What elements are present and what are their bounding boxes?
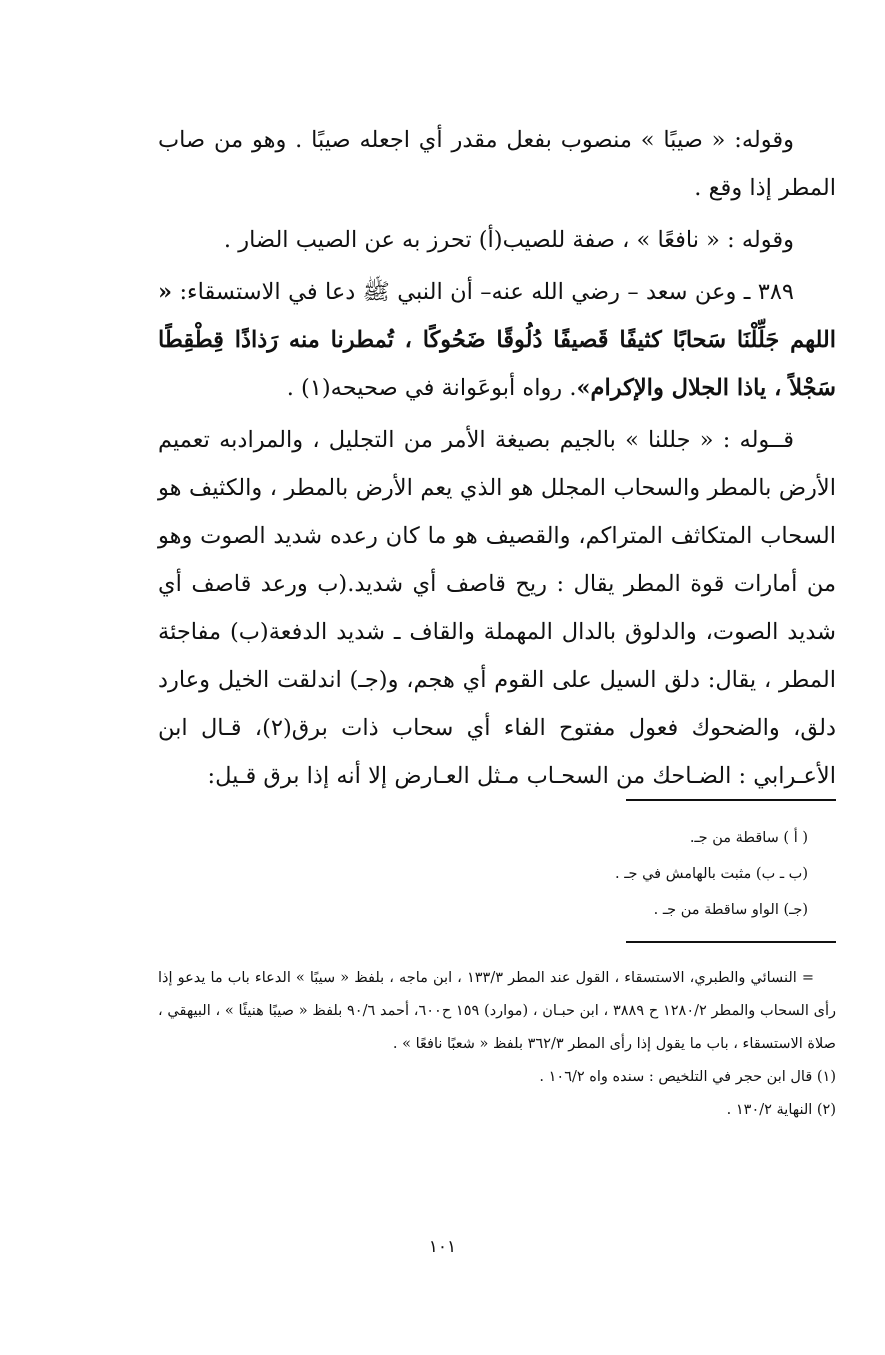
footnotes-divider (626, 941, 836, 943)
footnotes (158, 962, 836, 1127)
hadith-389 (158, 268, 836, 412)
paragraph-sayib: وقوله: « صيبًا » منصوب بفعل مقدر أي اجعله صيبًا . وهو من صاب المطر إذا وقع . (158, 127, 836, 201)
hadith-dua: « اللهم جَلِّلْنَا سَحابًا كثيفًا قَصيفًا دُلُوقًا ضَحُوكًا ، تُمطرنا منه رَذاذًا قِطْقِطًا سَجْلاً ، ياذا الجلال والإكرام» (158, 279, 836, 401)
footnote-1: (١) قال ابن حجر في التلخيص : سنده واه ١٠٦/٢ . (539, 1069, 836, 1085)
hadith-intro: ٣٨٩ ـ وعن سعد – رضي الله عنه– أن النبي ﷺ دعا في الاستسقاء: (179, 279, 794, 305)
variants-divider (626, 799, 836, 801)
footnote-2: (٢) النهاية ١٣٠/٢ . (726, 1102, 836, 1118)
variant-b: (ب ـ ب) مثبت بالهامش في جـ . (615, 866, 808, 882)
page-number: ١٠١ (428, 1237, 457, 1257)
hadith-source: . رواه أبوعَوانة في صحيحه(١) . (286, 375, 577, 401)
variant-c: (جـ) الواو ساقطة من جـ . (653, 902, 808, 918)
footnote-continuation: = النسائي والطبري، الاستسقاء ، القول عند المطر ١٣٣/٣ ، ابن ماجه ، بلفظ « سيبًا » الدعاء باب ما يدعو إذا رأى السحاب والمطر ١٢٨٠/٢ ح ٣٨٨٩ ، ابن حبـان ، (موارد) ١٥٩ ح٦٠٠، أحمد ٩٠/٦ بلفظ « صيبًا هنيئًا » ، البيهقي ، صلاة الاستسقاء ، باب ما يقول إذا رأى المطر ٣٦٢/٣ بلفظ « شعبًا نافعًا » . (158, 970, 836, 1052)
paragraph-commentary: قــوله : « جللنا » بالجيم بصيغة الأمر من التجليل ، والمرادبه تعميم الأرض بالمطر والسحاب المجلل هو الذي يعم الأرض بالمطر ، والكثيف هو السحاب المتكاثف المتراكم، والقصيف هو ما كان رعده شديد الصوت وهو من أمارات قوة المطر يقال : ريح قاصف أي شديد.(ب ورعد قاصف أي شديد الصوت، والدلوق بالدال المهملة والقاف ـ شديد الدفعة(ب) مفاجئة المطر ، يقال: دلق السيل على القوم أي هجم، و(جـ) اندلقت الخيل وعارد دلق، والضحوك فعول مفتوح الفاء أي سحاب ذات برق(٢)، قـال ابن الأعـرابي : الضـاحك من السحـاب مـثل العـارض إلا أنه إذا برق قـيل: (158, 427, 837, 789)
main-text (158, 116, 836, 804)
paragraph-nafian: وقوله : « نافعًا » ، صفة للصيب(أ) تحرز به عن الصيب الضار . (223, 227, 794, 253)
variant-a: ( أ ) ساقطة من جـ. (689, 830, 808, 846)
textual-variants (158, 820, 836, 928)
